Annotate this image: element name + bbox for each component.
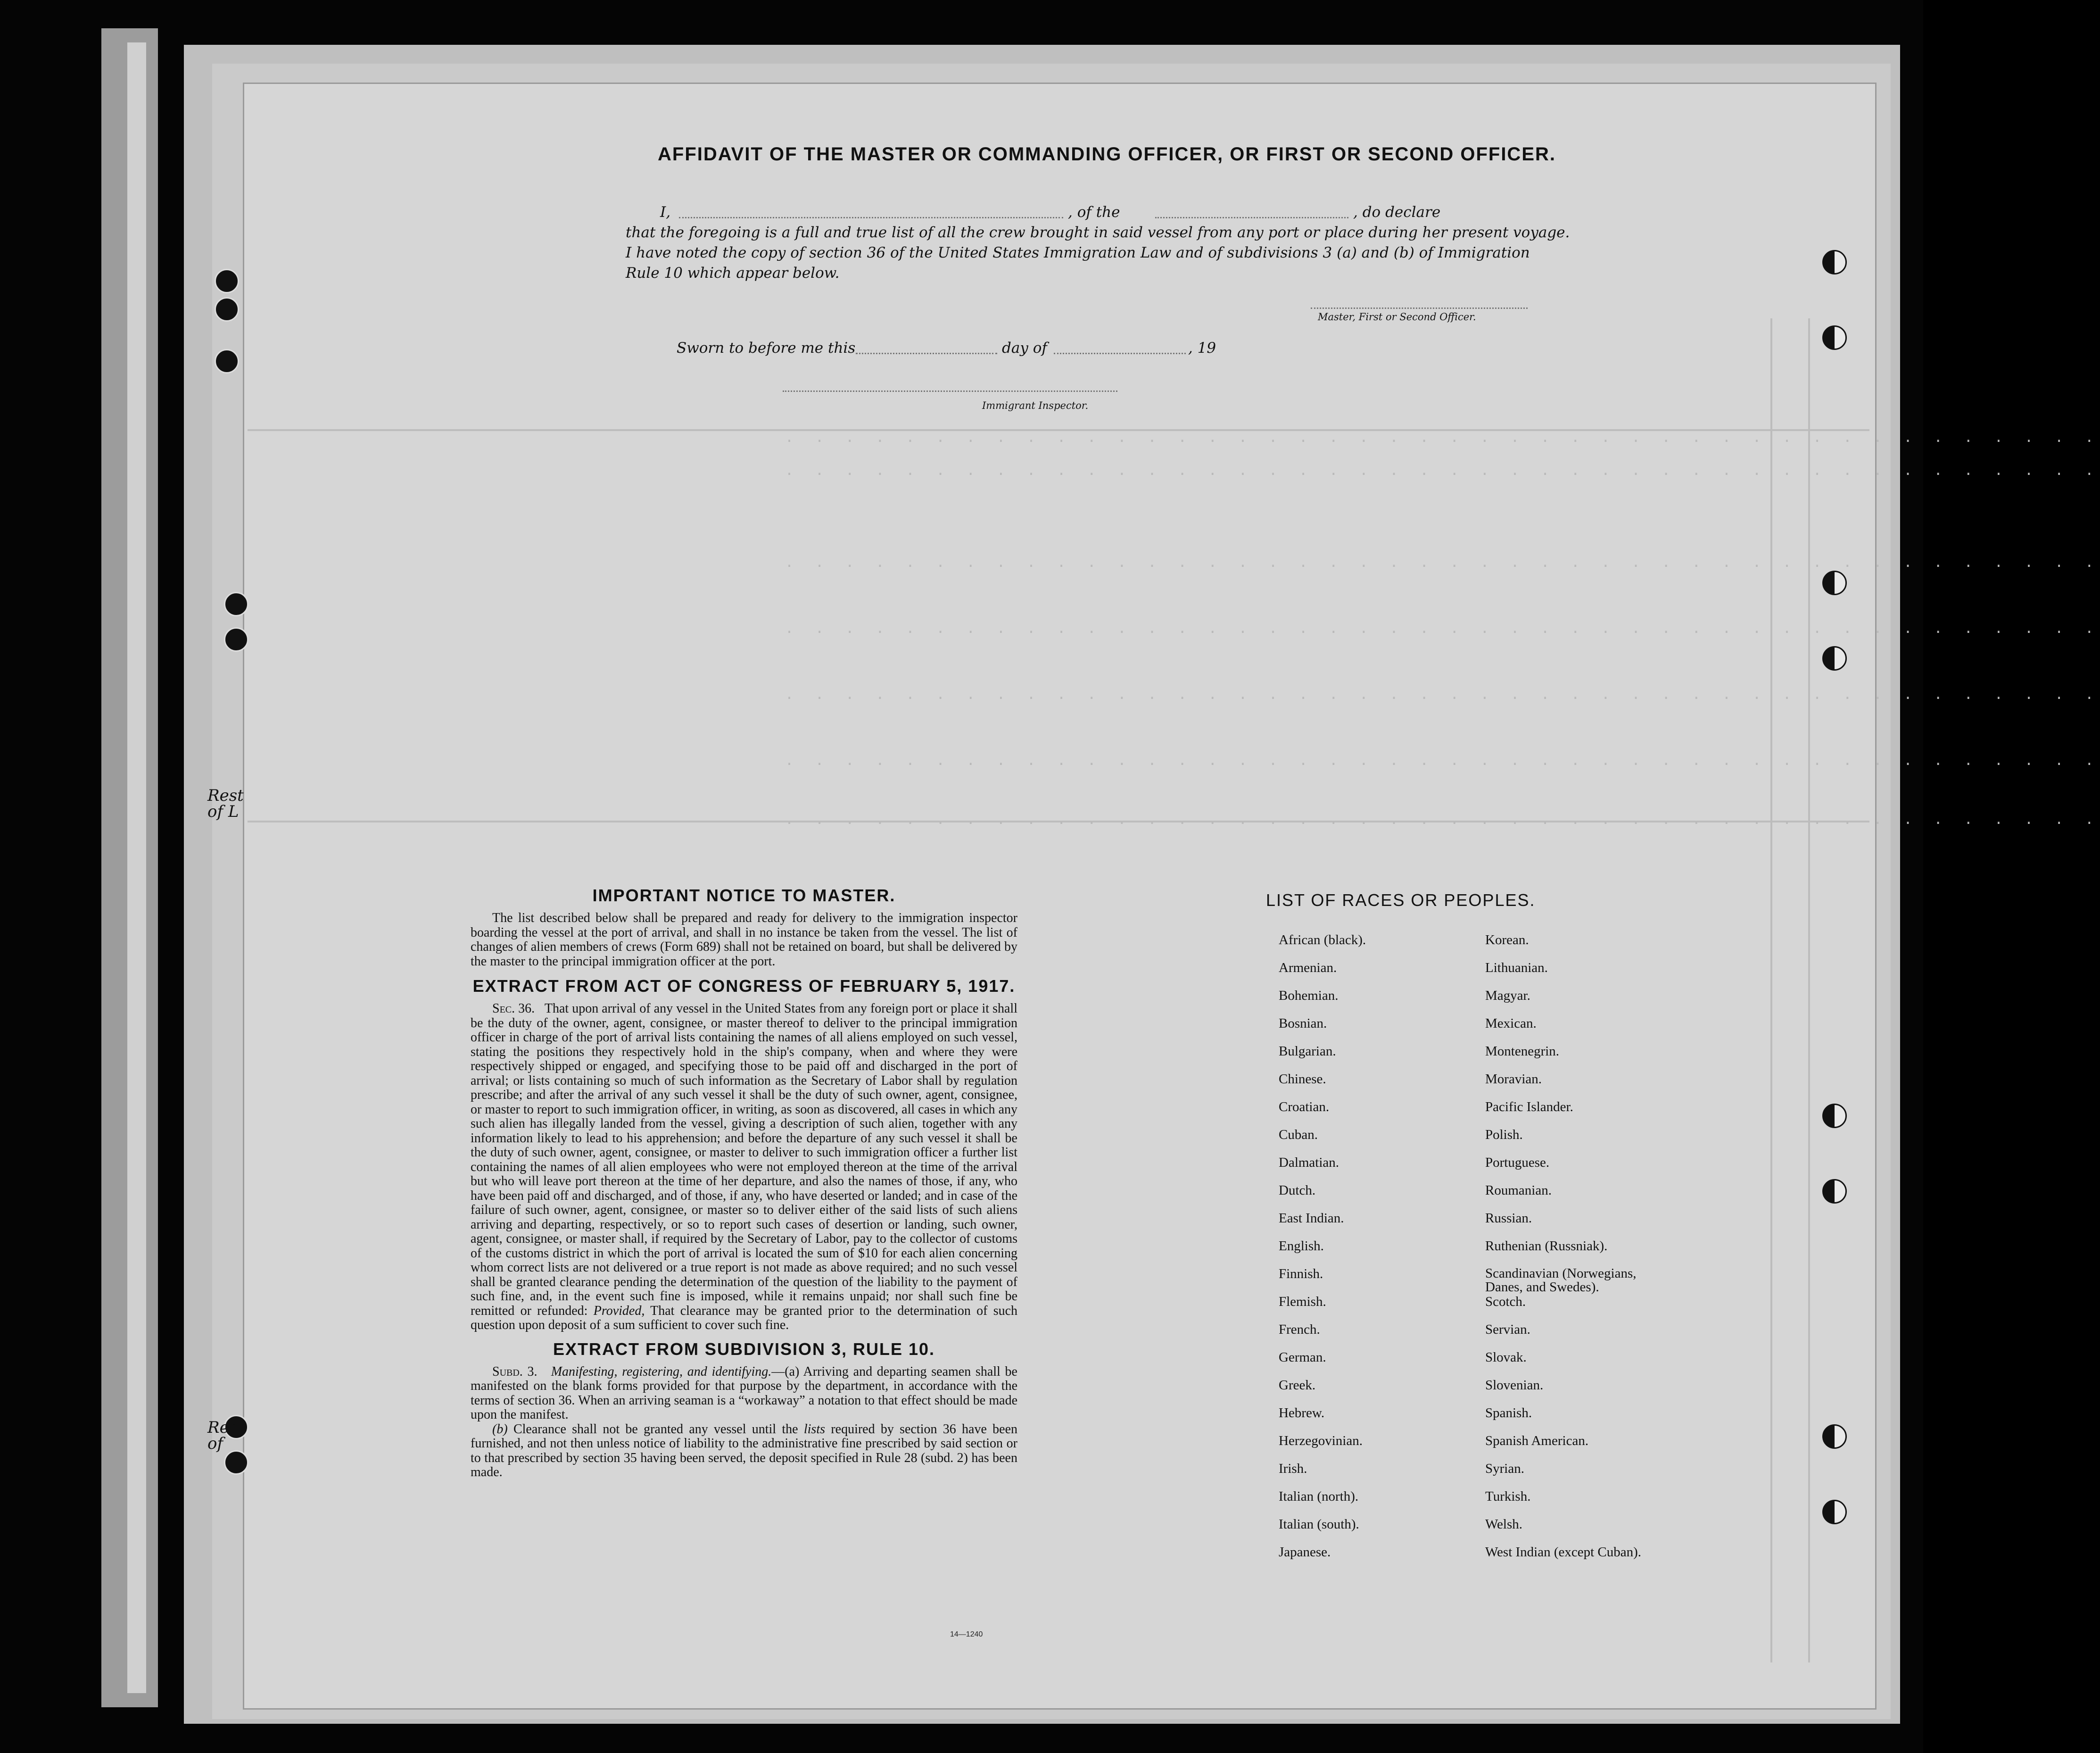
proviso-label: Provided, (593, 1303, 645, 1318)
race-item: Servian. (1485, 1322, 1530, 1337)
affidavit-line1-start: I, (660, 204, 671, 221)
binder-hole (1822, 250, 1847, 274)
master-signature-caption: Master, First or Second Officer. (1318, 311, 1476, 323)
race-item: African (black). (1279, 932, 1366, 947)
subdivision-b-text (471, 1422, 1017, 1480)
binder-hole (224, 592, 248, 616)
race-item: German. (1279, 1350, 1326, 1365)
race-item: Magyar. (1485, 988, 1530, 1003)
race-item: Scotch. (1485, 1294, 1526, 1309)
bleed-rule (1770, 318, 1772, 1662)
form-number: 14—1240 (950, 1630, 983, 1638)
race-item: Welsh. (1485, 1517, 1523, 1532)
race-item: Chinese. (1279, 1072, 1326, 1087)
race-item: Mexican. (1485, 1016, 1537, 1031)
race-item: Italian (north). (1279, 1489, 1359, 1504)
binder-hole (1822, 1179, 1847, 1204)
race-item: Montenegrin. (1485, 1044, 1560, 1059)
race-item: East Indian. (1279, 1211, 1344, 1226)
race-item: Ruthenian (Russniak). (1485, 1238, 1608, 1254)
race-item: Dutch. (1279, 1183, 1316, 1198)
binder-hole (1822, 325, 1847, 350)
bleed-through-row: . . . . . . . . . . . . . . . . . . . . . . . . . . . . . . . . . . . . . . . . . . . . (785, 811, 2100, 828)
binder-hole (1822, 1104, 1847, 1128)
blank-vessel-name (1155, 217, 1348, 218)
race-item: Slovak. (1485, 1350, 1527, 1365)
paragraph-b-label: (b) (492, 1421, 508, 1437)
bleed-rule (1808, 318, 1810, 1662)
extract-act-title: EXTRACT FROM ACT OF CONGRESS OF FEBRUARY 5, 1917. (472, 976, 1016, 996)
race-item: Greek. (1279, 1378, 1316, 1393)
paragraph-a: —(a) Arriving and departing seamen shall be manifested on the blank forms provided for that purpose by the department, in accordance with the terms of section 36. When an arriving seaman is a “workaway” a notation to that effect should be made upon the manifest. (471, 1364, 1017, 1422)
races-right-column (1485, 933, 1730, 1573)
race-item: Bosnian. (1279, 1016, 1327, 1031)
blank-officer-name (679, 217, 1063, 218)
affidavit-line3: I have noted the copy of section 36 of the United States Immigration Law and of subdivisions 3 (a) and (b) of Immigration (626, 244, 1530, 261)
race-item: Japanese. (1279, 1545, 1331, 1560)
race-item: French. (1279, 1322, 1320, 1337)
race-item: Armenian. (1279, 960, 1337, 975)
handwritten-margin-note: Res of (207, 1418, 238, 1453)
blank-inspector-signature (783, 390, 1117, 392)
subdivision-a-text (471, 1365, 1017, 1422)
race-item: Polish. (1485, 1127, 1523, 1142)
subdivision-heading: Manifesting, registering, and identifying. (551, 1364, 772, 1379)
proviso-text: That clearance may be granted prior to the determination of such question upon deposit of a sum sufficient to cover such fine. (471, 1303, 1018, 1332)
race-item: Turkish. (1485, 1489, 1531, 1504)
notice-title: IMPORTANT NOTICE TO MASTER. (592, 886, 896, 905)
inspector-caption: Immigrant Inspector. (982, 400, 1089, 411)
race-item: Spanish. (1485, 1405, 1532, 1421)
notice-column (471, 881, 1017, 1480)
affidavit-line4: Rule 10 which appear below. (626, 265, 840, 282)
race-item: Syrian. (1485, 1461, 1524, 1476)
affidavit-line1-end: , do declare (1353, 204, 1441, 221)
races-title: LIST OF RACES OR PEOPLES. (1266, 890, 1536, 910)
notice-body: The list described below shall be prepared and ready for delivery to the immigration inspector boarding the vessel at the port of arrival, and shall in no instance be taken from the vessel. The list of changes of alien members of crews (Form 689) shall not be retained on board, but shall be delivered by the master to the principal immigration officer at the port. (471, 911, 1017, 969)
binder-hole (224, 1450, 248, 1475)
bleed-through-row: . . . . . . . . . . . . . . . . . . . . . . . . . . . . . . . . . . . . . . . . . . . . (785, 752, 2100, 769)
race-item: Italian (south). (1279, 1517, 1359, 1532)
race-item: Spanish American. (1485, 1433, 1589, 1448)
affidavit-line1-mid: , of the (1068, 204, 1120, 221)
race-item: Russian. (1485, 1211, 1532, 1226)
section-label: Sec. 36. (492, 1001, 535, 1016)
race-item: Portuguese. (1485, 1155, 1550, 1170)
binder-hole (215, 297, 239, 322)
paragraph-b-part1: Clearance shall not be granted any vessel until the (513, 1421, 798, 1437)
race-item: Bohemian. (1279, 988, 1339, 1003)
affidavit-title: AFFIDAVIT OF THE MASTER OR COMMANDING OFFICER, OR FIRST OR SECOND OFFICER. (658, 144, 1556, 165)
race-item: Flemish. (1279, 1294, 1326, 1309)
race-item: Scandinavian (Norwegians, Danes, and Swedes). (1485, 1266, 1637, 1295)
section-36-body: That upon arrival of any vessel in the United States from any foreign port or place it shall be the duty of the owner, agent, consignee, or master thereof to deliver to the principal immigration officer in charge of the port of arrival lists containing the names of all aliens employed on such vessel, stating the positions they respectively hold in the ship's company, when and where they were respectively shipped or engaged, and specifying those to be paid off and discharged in the port of arrival; or lists containing so much of such information as the Secretary of Labor shall by regulation prescribe; and after the arrival of any such vessel it shall be the duty of such owner, agent, consignee, or master to report to such immigration officer, in writing, as soon as discovered, all cases in which any such alien has illegally landed from the vessel, giving a description of such alien, together with any information likely to lead to his apprehension; and before the departure of any such vessel it shall be the duty of such owner, agent, consignee, or master to deliver to such immigration officer a further list containing the names of all alien employees who were not employed thereon at the time of the arrival but who will leave port thereon at the time of her departure, and also the names of those, if any, who have been paid off and discharged, and of those, if any, who have deserted or landed; and in case of the failure of such owner, agent, consignee, or master so to deliver either of the said lists of such aliens arriving and departing, respectively, or so to report such cases of desertion or landing, such owner, agent, consignee, or master shall, if required by the Secretary of Labor, pay to the collector of customs of the customs district in which the port of arrival is located the sum of $10 for each alien concerning whom correct lists are not delivered or a true report is not made as above required; and no such vessel shall be granted clearance pending the determination of the question of the liability to the payment of such fine, and, in the event such fine is imposed, while it remains unpaid; nor shall such fine be remitted or refunded: (471, 1001, 1017, 1318)
sworn-text-a: Sworn to before me this (677, 340, 856, 357)
bleed-through-row: . . . . . . . . . . . . . . . . . . . . . . . . . . . . . . . . . . . . . . . . . . . . (785, 686, 2100, 703)
race-item: Korean. (1485, 932, 1529, 947)
handwritten-margin-note: Rest of L (207, 786, 244, 821)
bleed-through-row: . . . . . . . . . . . . . . . . . . . . . . . . . . . . . . . . . . . . . . . . . . . . (785, 462, 2100, 479)
extract-rule-title: EXTRACT FROM SUBDIVISION 3, RULE 10. (553, 1339, 935, 1359)
race-item: Slovenian. (1485, 1378, 1544, 1393)
race-item: Cuban. (1279, 1127, 1318, 1142)
binder-hole (1822, 571, 1847, 595)
blank-master-signature (1311, 307, 1528, 309)
binder-hole (224, 627, 248, 652)
race-item: Hebrew. (1279, 1405, 1325, 1421)
bleed-through-row: . . . . . . . . . . . . . . . . . . . . . . . . . . . . . . . . . . . . . . . . . . . . (785, 554, 2100, 571)
binder-hole (1822, 1500, 1847, 1524)
race-item: Irish. (1279, 1461, 1307, 1476)
sworn-text-b: day of (1002, 340, 1047, 357)
binder-hole (1822, 1424, 1847, 1449)
race-item: Moravian. (1485, 1072, 1542, 1087)
race-item: Herzegovinian. (1279, 1433, 1363, 1448)
paragraph-b-part2: required by section 36 have been furnished, and not then unless notice of liability to the administrative fine prescribed by said section or to that prescribed by section 35 having been served, the deposit specified in Rule 28 (subd. 2) has been made. (471, 1421, 1018, 1479)
race-item: West Indian (except Cuban). (1485, 1545, 1642, 1560)
subdivision-label: Subd. 3. (492, 1364, 537, 1379)
binder-hole (215, 349, 239, 374)
bleed-through-row: . . . . . . . . . . . . . . . . . . . . . . . . . . . . . . . . . . . . . . . . . . . . (785, 429, 2100, 446)
race-item: English. (1279, 1238, 1324, 1254)
blank-day (856, 353, 997, 354)
paragraph-b-lists: lists (803, 1421, 826, 1437)
left-edge-strip (127, 42, 146, 1693)
affidavit-line2: that the foregoing is a full and true list of all the crew brought in said vessel from any port or place during her present voyage. (626, 224, 1570, 241)
section-36-text (471, 1002, 1017, 1333)
binder-hole (215, 269, 239, 293)
race-item: Pacific Islander. (1485, 1099, 1573, 1114)
race-item: Dalmatian. (1279, 1155, 1339, 1170)
race-item: Finnish. (1279, 1266, 1323, 1281)
binder-hole (1822, 646, 1847, 671)
race-item: Bulgarian. (1279, 1044, 1336, 1059)
sworn-text-c: , 19 (1188, 340, 1216, 357)
bleed-through-row: . . . . . . . . . . . . . . . . . . . . . . . . . . . . . . . . . . . . . . . . . . . . (785, 620, 2100, 637)
blank-month (1054, 353, 1186, 354)
race-item: Lithuanian. (1485, 960, 1548, 975)
race-item: Croatian. (1279, 1099, 1330, 1114)
race-item: Roumanian. (1485, 1183, 1552, 1198)
